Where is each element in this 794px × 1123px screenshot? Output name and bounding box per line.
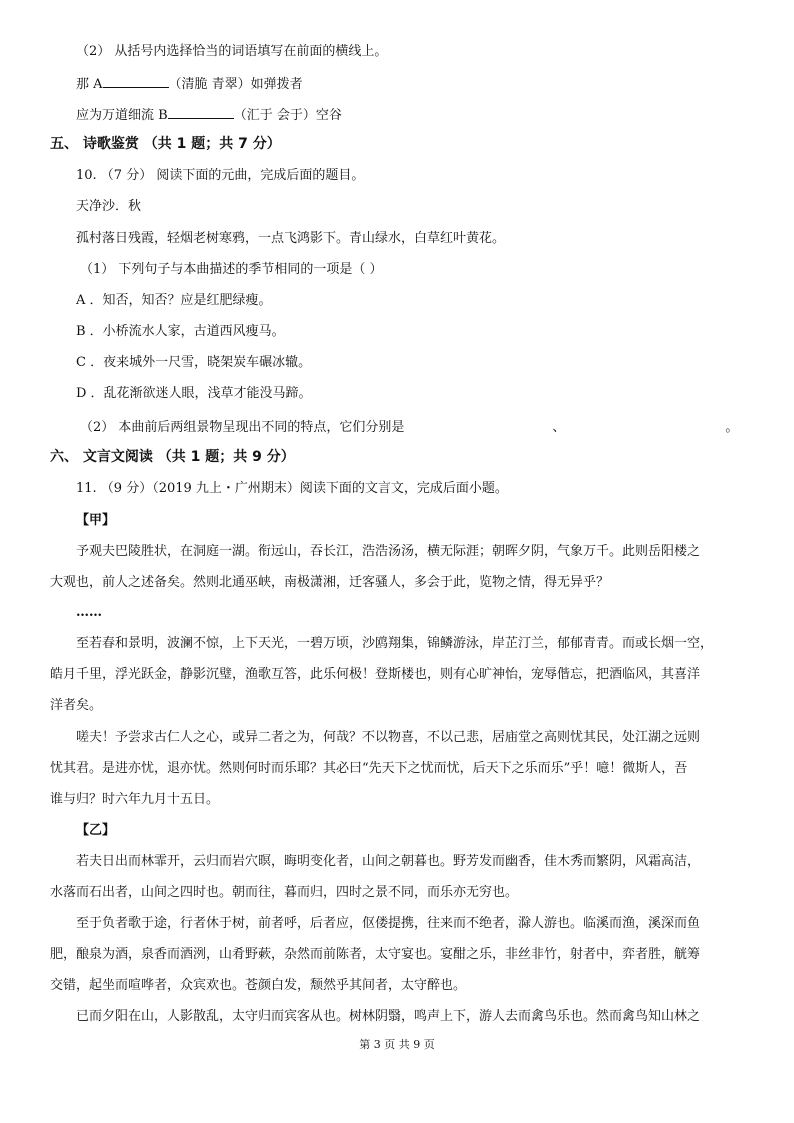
ellipsis: …… <box>76 605 102 620</box>
jia-p2-line2: 皓月千里，浮光跃金，静影沉璧，渔歌互答，此乐何极！登斯楼也，则有心旷神怡，宠辱偕忘，把酒临风，其喜洋 <box>50 667 701 682</box>
poem-title: 天净沙．秋 <box>76 199 142 214</box>
yi-p2-line3: 交错，起坐而喧哗者，众宾欢也。苍颜白发，颓然乎其间者，太守醉也。 <box>50 978 467 993</box>
blank-b[interactable] <box>168 104 234 119</box>
q11-intro: 11. （9 分）（2019 九上・广州期末）阅读下面的文言文，完成后面小题。 <box>76 481 508 496</box>
fill-line-b <box>76 104 342 126</box>
jia-p1-line1: 予观夫巴陵胜状，在洞庭一湖。衔远山，吞长江，浩浩汤汤，横无际涯；朝晖夕阴，气象万千。此则岳阳楼之 <box>76 544 701 559</box>
option-b[interactable]: B ．小桥流水人家，古道西风瘦马。 <box>76 324 285 339</box>
q10-sub2-separator: 、 <box>552 420 566 435</box>
yi-p1-line1: 若夫日出而林霏开，云归而岩穴暝，晦明变化者，山间之朝暮也。野芳发而幽香，佳木秀而繁阴，风霜高洁， <box>76 854 701 869</box>
blank-sub2-first[interactable] <box>404 416 552 431</box>
yi-p2-line1: 至于负者歌于途，行者休于树，前者呼，后者应，伛偻提携，往来而不绝者，滁人游也。临溪而渔，溪深而鱼 <box>76 916 701 931</box>
q10-sub2-end: 。 <box>725 420 739 435</box>
jia-p2-line1: 至若春和景明，波澜不惊，上下天光，一碧万顷，沙鸥翔集，锦鳞游泳，岸芷汀兰，郁郁青青。而或长烟一空， <box>76 636 714 651</box>
fill-line-b-options: （汇于 会于）空谷 <box>233 108 342 123</box>
fill-line-a-prefix: 那 A <box>76 77 103 92</box>
fill-line-a <box>76 73 303 95</box>
jia-p3-line1: 嗟夫！予尝求古仁人之心，或异二者之为，何哉？不以物喜，不以己悲，居庙堂之高则忧其民，处江湖之远则 <box>76 730 701 745</box>
poem-text: 孤村落日残霞，轻烟老树寒鸦，一点飞鸿影下。青山绿水，白草红叶黄花。 <box>76 231 506 246</box>
jia-p1-line2: 大观也，前人之述备矣。然则北通巫峡，南极潇湘，迁客骚人，多会于此，览物之情，得无异乎？ <box>50 575 610 590</box>
yi-p2-line2: 肥，酿泉为酒，泉香而酒洌，山肴野蔌，杂然而前陈者，太守宴也。宴酣之乐，非丝非竹，射者中，弈者胜，觥筹 <box>50 947 701 962</box>
jia-p3-line3: 谁与归？时六年九月十五日。 <box>50 792 220 807</box>
q10-intro: 10. （7 分） 阅读下面的元曲，完成后面的题目。 <box>76 168 365 183</box>
fill-instruction: （2） 从括号内选择恰当的词语填写在前面的横线上。 <box>76 44 388 59</box>
fill-line-b-prefix: 应为万道细流 B <box>76 108 168 123</box>
fill-line-a-options: （清脆 青翠）如弹拨者 <box>168 77 303 92</box>
page-footer: 第 3 页 共 9 页 <box>359 1038 435 1051</box>
q10-sub2-text: （2） 本曲前后两组景物呈现出不同的特点，它们分别是 <box>80 420 405 435</box>
yi-p1-line2: 水落而石出者，山间之四时也。朝而往，暮而归，四时之景不同，而乐亦无穷也。 <box>50 885 519 900</box>
section6-heading: 六、 文言文阅读 （共 1 题；共 9 分） <box>50 449 295 465</box>
option-d[interactable]: D ．乱花渐欲迷人眼，浅草才能没马蹄。 <box>76 386 312 401</box>
option-c[interactable]: C ．夜来城外一尺雪，晓架炭车碾冰辙。 <box>76 355 312 370</box>
q10-sub2 <box>80 416 738 438</box>
yi-label: 【乙】 <box>76 823 116 838</box>
option-a[interactable]: A ．知否，知否？应是红肥绿瘦。 <box>76 293 272 308</box>
yi-p3-line1: 已而夕阳在山，人影散乱，太守归而宾客从也。树林阴翳，鸣声上下，游人去而禽鸟乐也。然而禽鸟知山林之 <box>76 1009 701 1024</box>
blank-a[interactable] <box>103 73 169 88</box>
jia-label: 【甲】 <box>76 513 116 528</box>
jia-p2-line3: 洋者矣。 <box>50 698 103 713</box>
jia-p3-line2: 忧其君。是进亦忧，退亦忧。然则何时而乐耶？其必曰“先天下之忧而忧，后天下之乐而乐”乎！噫！微斯人，吾 <box>50 761 688 776</box>
q10-sub1: （1） 下列句子与本曲描述的季节相同的一项是（ ） <box>80 262 383 277</box>
blank-sub2-second[interactable] <box>565 416 725 431</box>
section5-heading: 五、 诗歌鉴赏 （共 1 题；共 7 分） <box>50 136 281 152</box>
